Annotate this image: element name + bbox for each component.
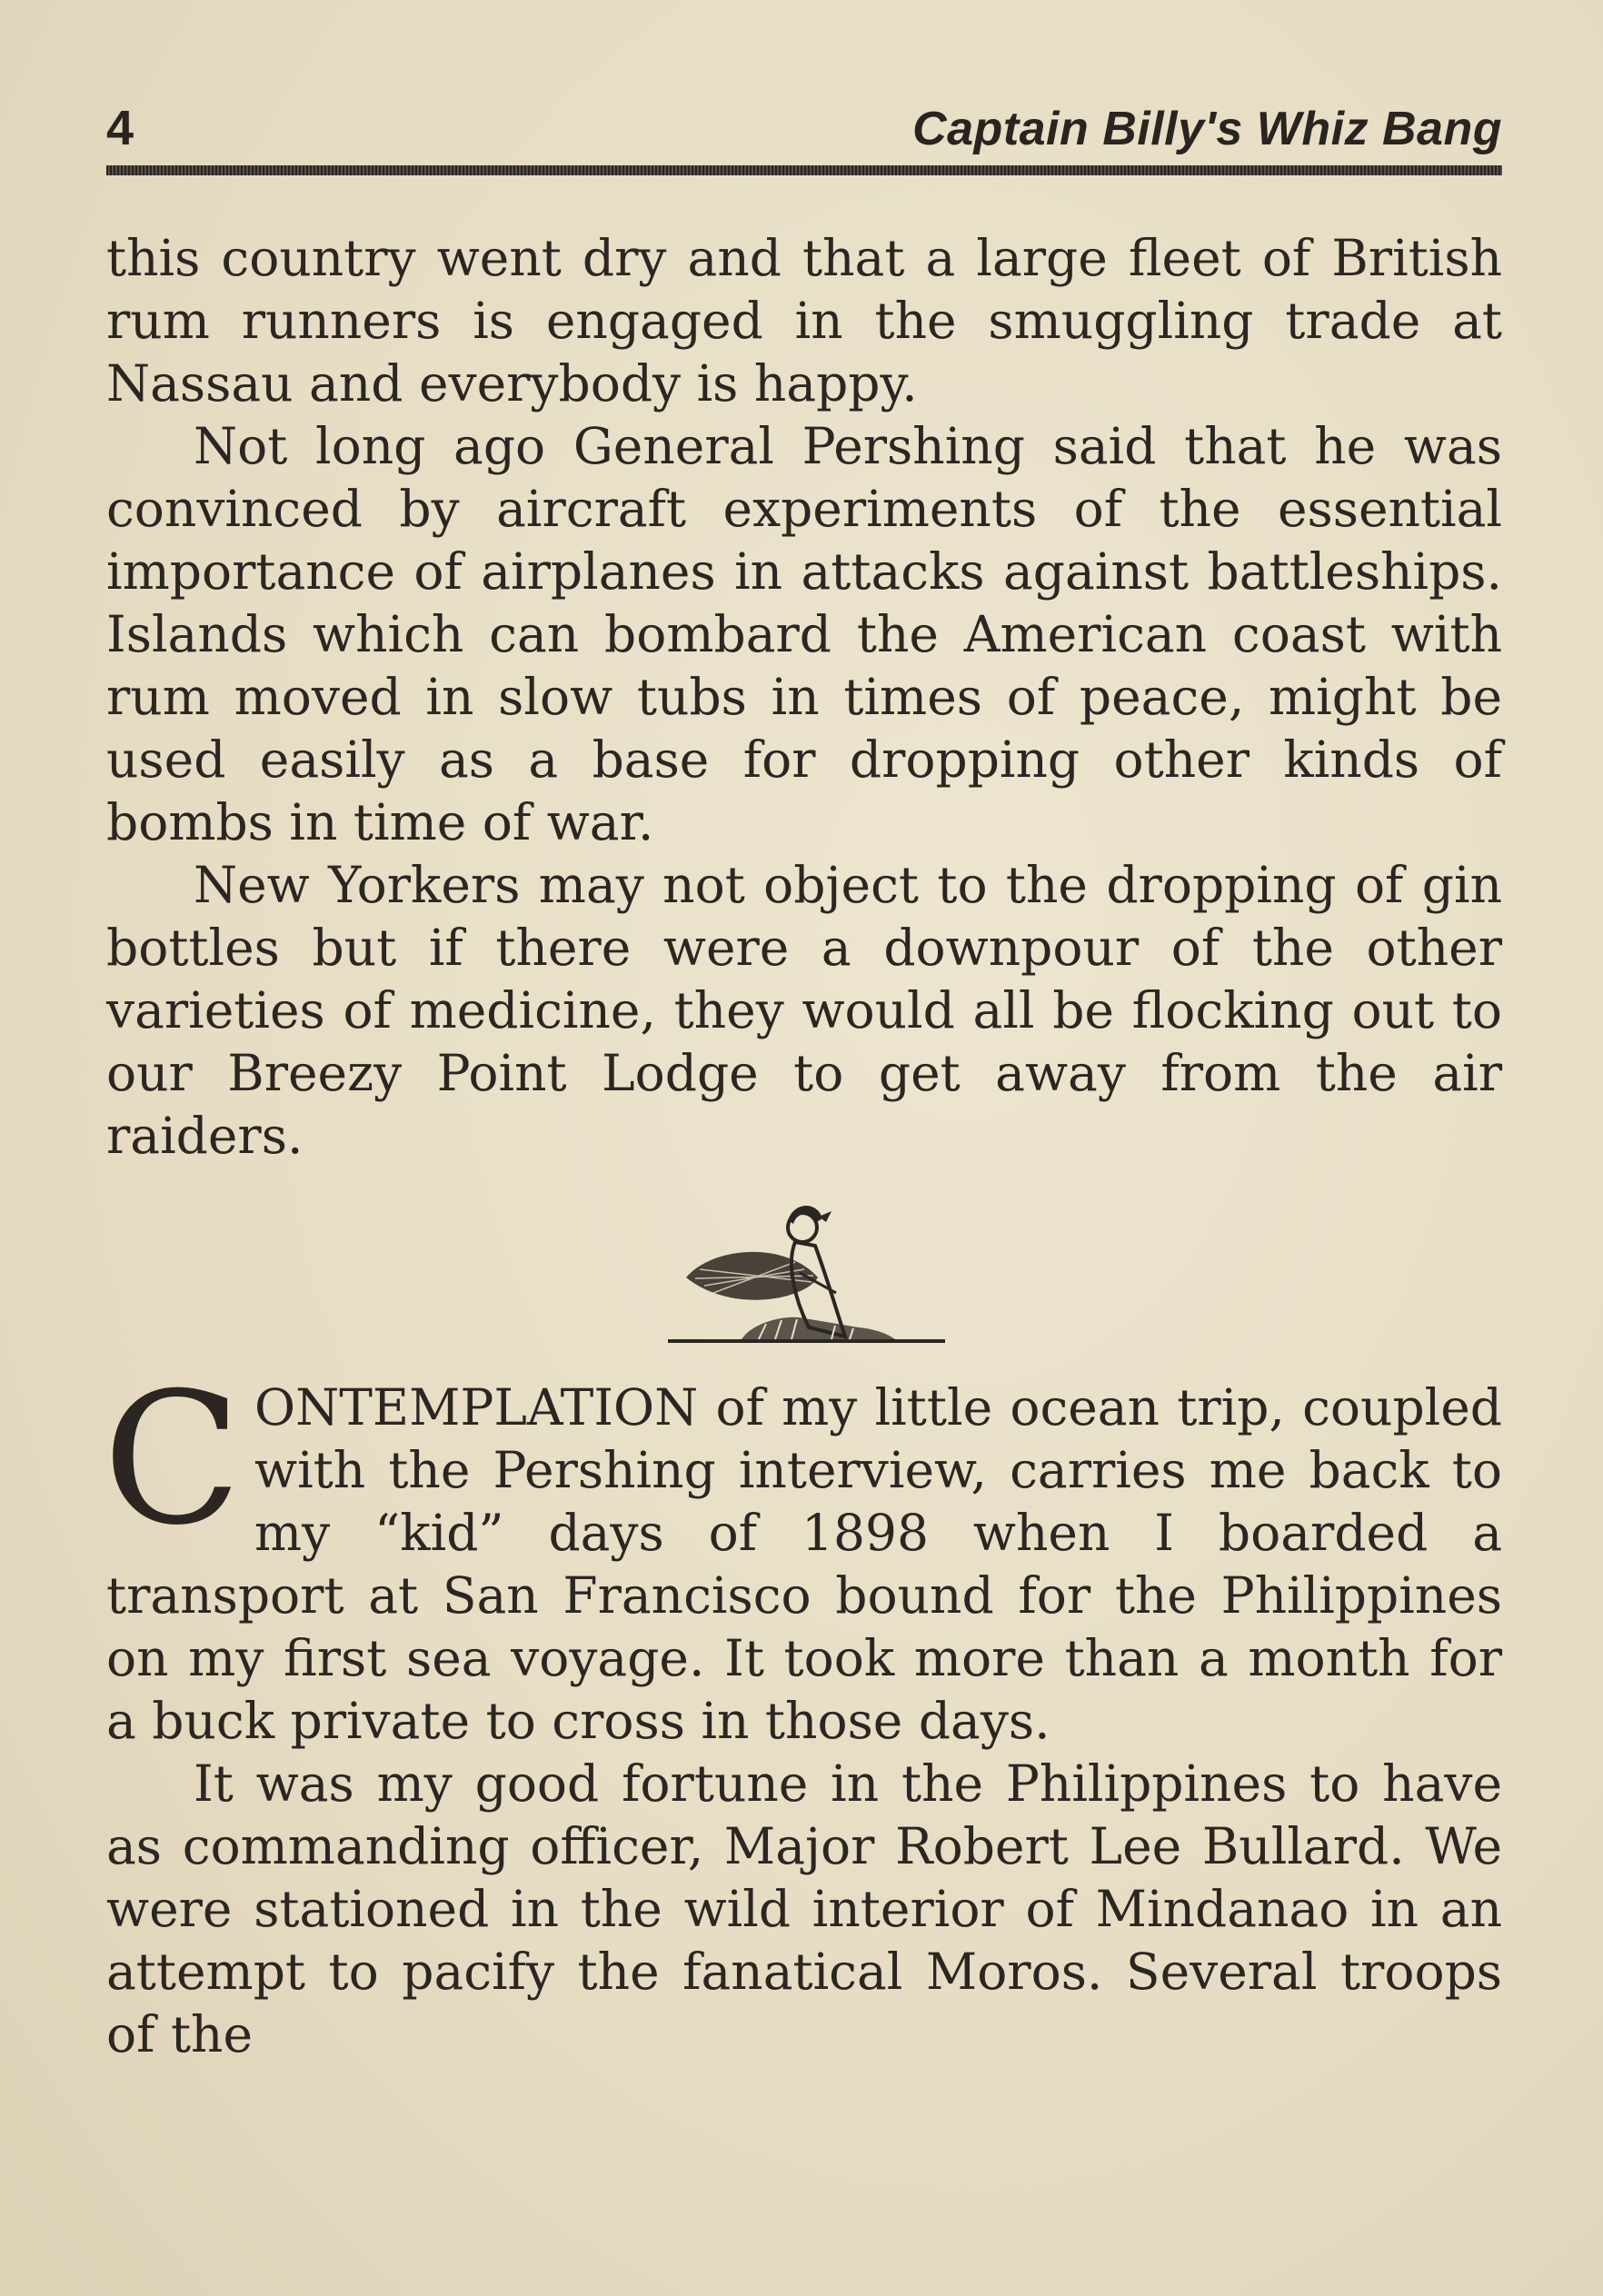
article-body <box>103 227 1502 2066</box>
page-header <box>106 91 1502 165</box>
paragraph: Not long ago General Pershing said that he was convinced by aircraft experiments of the essential importance of airplanes in attacks against battleships. Islands which can bombard the American coast with rum moved in slow tubs in times of peace, might be used easily as a base for dropping other kinds of bombs in time of war. <box>106 417 1502 851</box>
header-rule <box>106 165 1502 175</box>
reclining-figure-with-fan-icon <box>650 1191 959 1355</box>
paragraph-text: ONTEMPLATION of my little ocean trip, coupled with the Pershing interview, carries me back to my “kid” days of 1898 when I boarded a transport at San Francisco bound for the Philippines on my first sea voyage. It took more than a month for a buck private to cross in those days. <box>106 1378 1502 1750</box>
paragraph: this country went dry and that a large fleet of British rum runners is engaged in the smuggling trade at Nassau and everybody is happy. <box>106 229 1502 412</box>
paragraph: It was my good fortune in the Philippines to have as commanding officer, Major Robert Lee Bullard. We were stationed in the wild interior of Mindanao in an attempt to pacify the fanatical Moros. Several troops of the <box>106 1754 1502 2063</box>
paragraph: New Yorkers may not object to the dropping of gin bottles but if there were a downpour of the other varieties of medicine, they would all be flocking out to our Breezy Point Lodge to get away from the air raiders. <box>106 856 1502 1165</box>
page-number: 4 <box>106 101 134 155</box>
running-title: Captain Billy's Whiz Bang <box>912 103 1502 155</box>
paragraph-with-drop-cap <box>103 1354 1502 1753</box>
drop-cap: C <box>103 1354 243 1565</box>
magazine-page <box>103 91 1502 2063</box>
